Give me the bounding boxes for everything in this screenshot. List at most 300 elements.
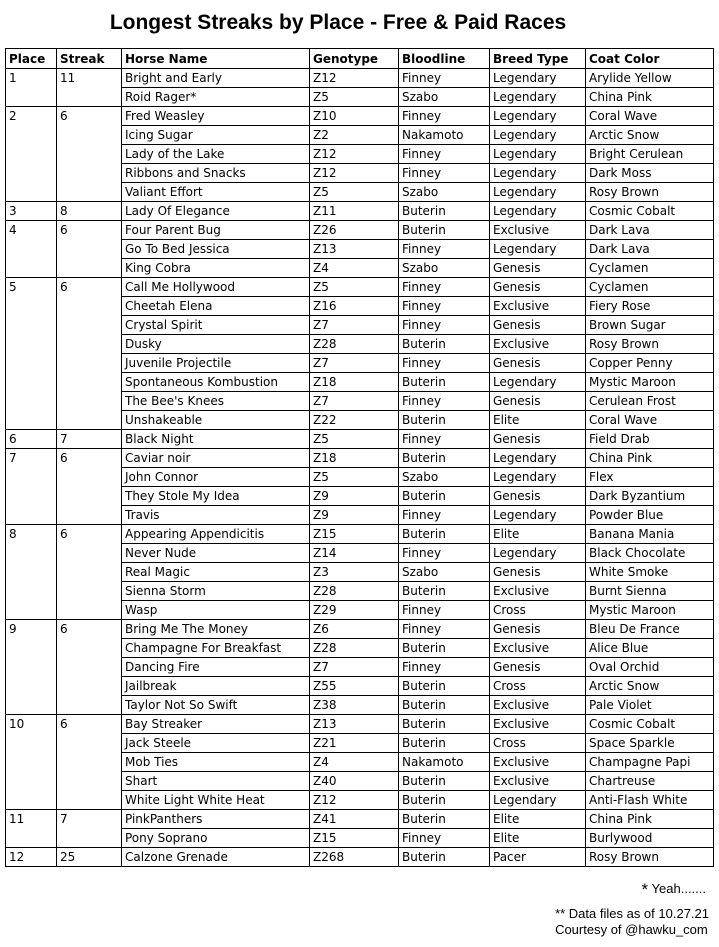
cell-coat-color: Pale Violet [586,696,714,715]
cell-breed-type: Exclusive [490,335,586,354]
cell-bloodline: Finney [399,620,490,639]
cell-genotype: Z14 [310,544,399,563]
cell-genotype: Z7 [310,658,399,677]
cell-place [6,335,57,354]
cell-horse-name: Bring Me The Money [122,620,310,639]
cell-genotype: Z7 [310,392,399,411]
cell-horse-name: Sienna Storm [122,582,310,601]
cell-place [6,563,57,582]
cell-streak: 6 [57,449,122,468]
cell-streak [57,677,122,696]
cell-horse-name: Bright and Early [122,69,310,88]
cell-horse-name: Valiant Effort [122,183,310,202]
cell-genotype: Z15 [310,829,399,848]
cell-streak [57,297,122,316]
streaks-table [5,48,714,867]
cell-bloodline: Buterin [399,221,490,240]
cell-streak: 11 [57,69,122,88]
cell-bloodline: Finney [399,430,490,449]
cell-bloodline: Szabo [399,563,490,582]
cell-place [6,468,57,487]
cell-horse-name: King Cobra [122,259,310,278]
cell-bloodline: Nakamoto [399,753,490,772]
cell-streak [57,145,122,164]
cell-coat-color: Cosmic Cobalt [586,715,714,734]
cell-place [6,392,57,411]
cell-breed-type: Legendary [490,202,586,221]
cell-breed-type: Exclusive [490,696,586,715]
cell-breed-type: Legendary [490,506,586,525]
cell-place [6,145,57,164]
cell-coat-color: Fiery Rose [586,297,714,316]
cell-coat-color: Cyclamen [586,259,714,278]
cell-genotype: Z40 [310,772,399,791]
cell-horse-name: Pony Soprano [122,829,310,848]
cell-breed-type: Pacer [490,848,586,867]
cell-breed-type: Legendary [490,240,586,259]
column-header-place: Place [6,49,57,69]
cell-coat-color: Brown Sugar [586,316,714,335]
cell-streak [57,791,122,810]
cell-bloodline: Szabo [399,183,490,202]
cell-breed-type: Genesis [490,278,586,297]
column-header-bloodline: Bloodline [399,49,490,69]
cell-place [6,487,57,506]
cell-place [6,677,57,696]
cell-genotype: Z5 [310,88,399,107]
cell-streak: 7 [57,810,122,829]
cell-horse-name: Real Magic [122,563,310,582]
table-row [6,772,714,791]
cell-place [6,506,57,525]
cell-place: 6 [6,430,57,449]
cell-bloodline: Finney [399,240,490,259]
cell-place [6,316,57,335]
cell-streak [57,183,122,202]
cell-coat-color: Coral Wave [586,411,714,430]
cell-coat-color: Bright Cerulean [586,145,714,164]
cell-bloodline: Buterin [399,411,490,430]
table-row [6,791,714,810]
cell-place [6,297,57,316]
cell-horse-name: Roid Rager* [122,88,310,107]
cell-horse-name: Champagne For Breakfast [122,639,310,658]
cell-place: 4 [6,221,57,240]
cell-coat-color: China Pink [586,88,714,107]
cell-streak [57,126,122,145]
cell-genotype: Z28 [310,639,399,658]
cell-horse-name: Calzone Grenade [122,848,310,867]
cell-genotype: Z29 [310,601,399,620]
cell-genotype: Z5 [310,468,399,487]
cell-bloodline: Szabo [399,468,490,487]
cell-coat-color: Dark Moss [586,164,714,183]
cell-place: 5 [6,278,57,297]
cell-genotype: Z21 [310,734,399,753]
cell-streak [57,335,122,354]
cell-coat-color: Anti-Flash White [586,791,714,810]
cell-horse-name: Black Night [122,430,310,449]
cell-bloodline: Nakamoto [399,126,490,145]
cell-streak: 6 [57,525,122,544]
cell-horse-name: Bay Streaker [122,715,310,734]
cell-streak [57,753,122,772]
cell-place [6,658,57,677]
cell-coat-color: Burnt Sienna [586,582,714,601]
cell-horse-name: Go To Bed Jessica [122,240,310,259]
cell-streak [57,582,122,601]
cell-breed-type: Exclusive [490,639,586,658]
cell-genotype: Z16 [310,297,399,316]
cell-place [6,639,57,658]
footnote-data-files: ** Data files as of 10.27.21 [555,906,709,921]
table-row [6,392,714,411]
cell-genotype: Z28 [310,335,399,354]
cell-coat-color: Mystic Maroon [586,601,714,620]
cell-coat-color: Copper Penny [586,354,714,373]
cell-genotype: Z9 [310,506,399,525]
cell-place: 1 [6,69,57,88]
cell-streak: 6 [57,278,122,297]
cell-coat-color: China Pink [586,810,714,829]
cell-streak [57,354,122,373]
cell-bloodline: Buterin [399,582,490,601]
cell-genotype: Z18 [310,449,399,468]
cell-coat-color: Cerulean Frost [586,392,714,411]
cell-genotype: Z13 [310,240,399,259]
cell-place [6,734,57,753]
cell-coat-color: Cyclamen [586,278,714,297]
cell-bloodline: Buterin [399,791,490,810]
cell-coat-color: Banana Mania [586,525,714,544]
cell-place [6,164,57,183]
cell-streak [57,696,122,715]
cell-breed-type: Genesis [490,316,586,335]
table-row [6,525,714,544]
cell-breed-type: Elite [490,525,586,544]
cell-breed-type: Legendary [490,373,586,392]
footnote-credits [555,906,709,938]
table-row [6,563,714,582]
cell-horse-name: Ribbons and Snacks [122,164,310,183]
table-row [6,316,714,335]
cell-breed-type: Legendary [490,107,586,126]
cell-bloodline: Finney [399,601,490,620]
cell-bloodline: Buterin [399,487,490,506]
cell-coat-color: Champagne Papi [586,753,714,772]
cell-genotype: Z4 [310,753,399,772]
table-row [6,430,714,449]
cell-place [6,582,57,601]
cell-genotype: Z12 [310,791,399,810]
cell-breed-type: Genesis [490,392,586,411]
cell-bloodline: Finney [399,69,490,88]
cell-breed-type: Genesis [490,354,586,373]
cell-bloodline: Buterin [399,810,490,829]
cell-breed-type: Cross [490,677,586,696]
cell-streak: 7 [57,430,122,449]
cell-horse-name: They Stole My Idea [122,487,310,506]
cell-streak [57,487,122,506]
cell-streak: 8 [57,202,122,221]
cell-coat-color: Flex [586,468,714,487]
cell-place: 10 [6,715,57,734]
cell-place: 2 [6,107,57,126]
cell-coat-color: Coral Wave [586,107,714,126]
cell-bloodline: Finney [399,506,490,525]
cell-place [6,772,57,791]
table-row [6,468,714,487]
cell-horse-name: Jailbreak [122,677,310,696]
cell-breed-type: Legendary [490,164,586,183]
cell-coat-color: Rosy Brown [586,335,714,354]
cell-coat-color: Chartreuse [586,772,714,791]
cell-horse-name: Dusky [122,335,310,354]
cell-place: 11 [6,810,57,829]
cell-streak [57,164,122,183]
table-row [6,449,714,468]
table-header-row [6,49,714,69]
cell-place: 9 [6,620,57,639]
cell-genotype: Z26 [310,221,399,240]
cell-streak [57,259,122,278]
footnote-courtesy: Courtesy of @hawku_com [555,922,708,937]
cell-horse-name: Spontaneous Kombustion [122,373,310,392]
cell-place [6,544,57,563]
cell-coat-color: Mystic Maroon [586,373,714,392]
cell-breed-type: Legendary [490,449,586,468]
cell-horse-name: Call Me Hollywood [122,278,310,297]
cell-coat-color: China Pink [586,449,714,468]
cell-horse-name: Taylor Not So Swift [122,696,310,715]
cell-bloodline: Buterin [399,525,490,544]
cell-genotype: Z28 [310,582,399,601]
cell-genotype: Z3 [310,563,399,582]
cell-breed-type: Cross [490,734,586,753]
cell-genotype: Z15 [310,525,399,544]
cell-bloodline: Finney [399,278,490,297]
cell-breed-type: Legendary [490,88,586,107]
cell-horse-name: Mob Ties [122,753,310,772]
cell-genotype: Z2 [310,126,399,145]
cell-coat-color: Dark Byzantium [586,487,714,506]
cell-bloodline: Finney [399,354,490,373]
table-row [6,544,714,563]
table-row [6,164,714,183]
cell-streak: 6 [57,715,122,734]
table-row [6,601,714,620]
cell-horse-name: PinkPanthers [122,810,310,829]
cell-coat-color: Field Drab [586,430,714,449]
cell-bloodline: Finney [399,316,490,335]
column-header-breed-type: Breed Type [490,49,586,69]
cell-streak [57,563,122,582]
table-row [6,202,714,221]
table-row [6,582,714,601]
cell-streak: 6 [57,221,122,240]
cell-bloodline: Buterin [399,335,490,354]
cell-coat-color: Burlywood [586,829,714,848]
cell-place [6,411,57,430]
column-header-genotype: Genotype [310,49,399,69]
cell-bloodline: Finney [399,658,490,677]
cell-horse-name: Cheetah Elena [122,297,310,316]
cell-horse-name: Crystal Spirit [122,316,310,335]
cell-genotype: Z38 [310,696,399,715]
cell-bloodline: Finney [399,107,490,126]
table-row [6,240,714,259]
cell-coat-color: Arylide Yellow [586,69,714,88]
cell-genotype: Z22 [310,411,399,430]
cell-horse-name: Lady Of Elegance [122,202,310,221]
cell-genotype: Z10 [310,107,399,126]
cell-genotype: Z13 [310,715,399,734]
cell-horse-name: Fred Weasley [122,107,310,126]
table-row [6,677,714,696]
cell-genotype: Z55 [310,677,399,696]
table-row [6,259,714,278]
cell-bloodline: Buterin [399,696,490,715]
cell-horse-name: John Connor [122,468,310,487]
cell-breed-type: Elite [490,810,586,829]
cell-bloodline: Finney [399,544,490,563]
cell-streak: 6 [57,620,122,639]
cell-horse-name: Lady of the Lake [122,145,310,164]
cell-streak [57,829,122,848]
cell-horse-name: Four Parent Bug [122,221,310,240]
cell-place [6,753,57,772]
table-row [6,620,714,639]
cell-bloodline: Finney [399,297,490,316]
cell-breed-type: Genesis [490,563,586,582]
cell-genotype: Z12 [310,164,399,183]
table-row [6,753,714,772]
cell-place [6,354,57,373]
cell-bloodline: Szabo [399,88,490,107]
cell-place [6,601,57,620]
table-row [6,411,714,430]
cell-breed-type: Genesis [490,430,586,449]
cell-streak [57,373,122,392]
cell-coat-color: Rosy Brown [586,848,714,867]
cell-place [6,259,57,278]
cell-bloodline: Buterin [399,772,490,791]
cell-place [6,126,57,145]
cell-streak [57,411,122,430]
page-title: Longest Streaks by Place - Free & Paid Races [109,11,567,34]
column-header-streak: Streak [57,49,122,69]
cell-breed-type: Exclusive [490,221,586,240]
table-row [6,506,714,525]
cell-genotype: Z41 [310,810,399,829]
cell-genotype: Z5 [310,278,399,297]
cell-coat-color: Arctic Snow [586,126,714,145]
cell-horse-name: Wasp [122,601,310,620]
cell-coat-color: Arctic Snow [586,677,714,696]
cell-breed-type: Cross [490,601,586,620]
cell-horse-name: Caviar noir [122,449,310,468]
cell-genotype: Z7 [310,354,399,373]
footnote-yeah [642,880,706,900]
cell-genotype: Z12 [310,145,399,164]
table-row [6,221,714,240]
cell-breed-type: Legendary [490,145,586,164]
cell-streak [57,639,122,658]
cell-bloodline: Szabo [399,259,490,278]
table-row [6,145,714,164]
cell-genotype: Z18 [310,373,399,392]
cell-horse-name: The Bee's Knees [122,392,310,411]
cell-place: 7 [6,449,57,468]
cell-coat-color: Powder Blue [586,506,714,525]
column-header-coat-color: Coat Color [586,49,714,69]
cell-bloodline: Finney [399,829,490,848]
cell-horse-name: Shart [122,772,310,791]
table-row [6,107,714,126]
cell-bloodline: Buterin [399,449,490,468]
table-row [6,126,714,145]
cell-bloodline: Buterin [399,202,490,221]
table-row [6,715,714,734]
cell-breed-type: Exclusive [490,715,586,734]
column-header-horse-name: Horse Name [122,49,310,69]
table-row [6,829,714,848]
cell-streak [57,658,122,677]
footnote-yeah-text: Yeah....... [651,881,706,896]
cell-coat-color: Bleu De France [586,620,714,639]
cell-genotype: Z11 [310,202,399,221]
cell-horse-name: Travis [122,506,310,525]
cell-place [6,791,57,810]
cell-breed-type: Legendary [490,69,586,88]
cell-bloodline: Buterin [399,734,490,753]
cell-bloodline: Buterin [399,373,490,392]
table-row [6,373,714,392]
table-row [6,848,714,867]
cell-bloodline: Finney [399,145,490,164]
table-row [6,734,714,753]
cell-coat-color: Oval Orchid [586,658,714,677]
cell-streak [57,392,122,411]
cell-breed-type: Genesis [490,487,586,506]
cell-coat-color: Cosmic Cobalt [586,202,714,221]
cell-streak [57,734,122,753]
cell-place [6,696,57,715]
cell-horse-name: Juvenile Projectile [122,354,310,373]
cell-genotype: Z5 [310,430,399,449]
cell-place [6,88,57,107]
cell-bloodline: Finney [399,164,490,183]
cell-streak [57,601,122,620]
cell-breed-type: Legendary [490,544,586,563]
cell-breed-type: Genesis [490,620,586,639]
cell-horse-name: Icing Sugar [122,126,310,145]
cell-streak: 25 [57,848,122,867]
cell-coat-color: Rosy Brown [586,183,714,202]
cell-breed-type: Genesis [490,658,586,677]
cell-streak: 6 [57,107,122,126]
table-row [6,354,714,373]
cell-horse-name: Appearing Appendicitis [122,525,310,544]
cell-genotype: Z6 [310,620,399,639]
table-row [6,335,714,354]
cell-horse-name: Dancing Fire [122,658,310,677]
cell-coat-color: Dark Lava [586,240,714,259]
table-row [6,88,714,107]
table-row [6,658,714,677]
table-row [6,639,714,658]
cell-breed-type: Exclusive [490,582,586,601]
